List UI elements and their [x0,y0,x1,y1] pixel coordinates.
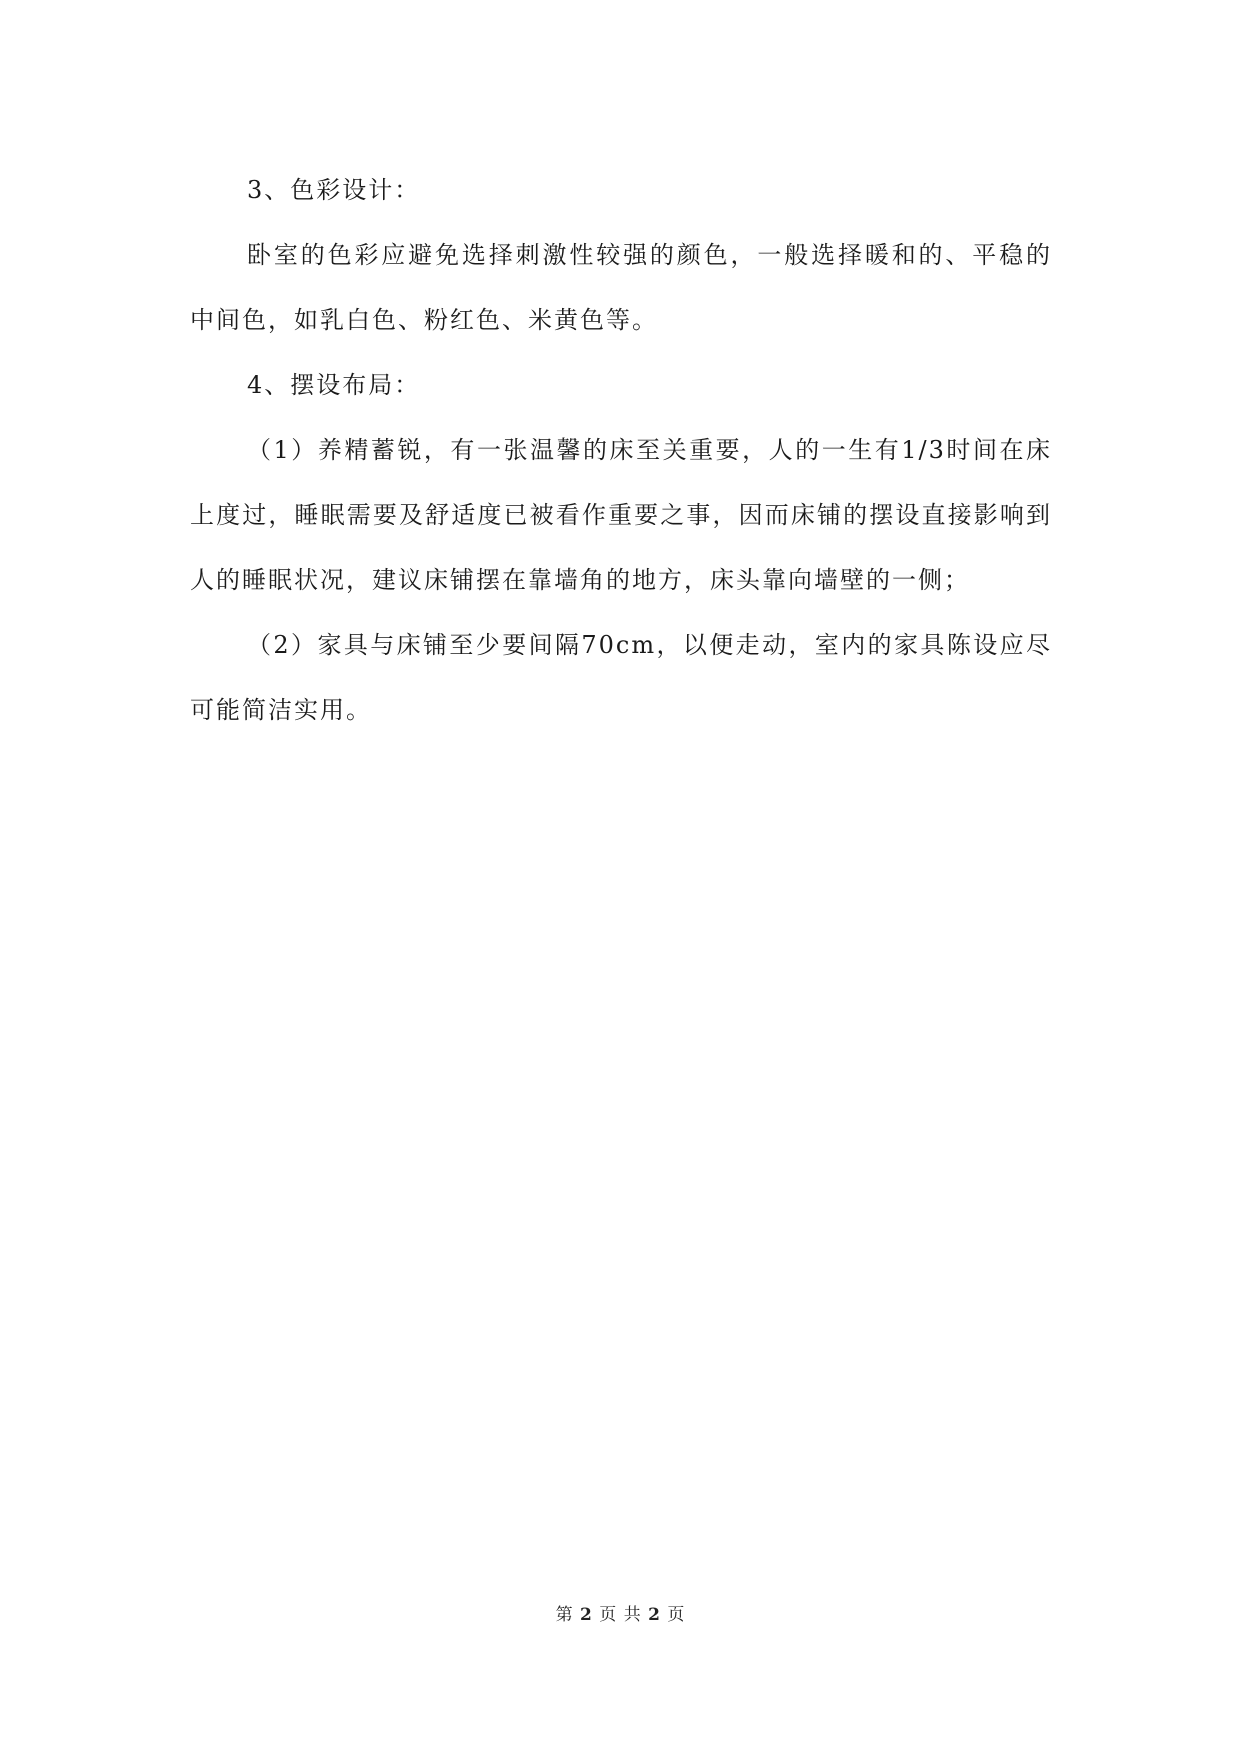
paragraph-color-advice: 卧室的色彩应避免选择刺激性较强的颜色，一般选择暖和的、平稳的中间色，如乳白色、粉红色、米黄色等。 [190,241,1052,334]
document-body [190,158,1052,743]
footer-total-pages: 2 [648,1605,661,1625]
footer-current-page: 2 [580,1605,593,1625]
footer-prefix: 第 [555,1605,574,1625]
paragraph-furniture-spacing: （2）家具与床铺至少要间隔70cm，以便走动，室内的家具陈设应尽可能简洁实用。 [190,631,1052,724]
section-heading-color-design: 3、色彩设计： [247,176,421,204]
page-footer [0,1600,1241,1625]
paragraph-bed-placement: （1）养精蓄锐，有一张温馨的床至关重要，人的一生有1/3时间在床上度过，睡眠需要及舒适度已被看作重要之事，因而床铺的摆设直接影响到人的睡眠状况，建议床铺摆在靠墙角的地方，床头靠向墙壁的一侧； [190,436,1052,594]
section-heading-layout: 4、摆设布局： [247,371,421,399]
footer-middle: 页 共 [599,1605,642,1625]
footer-suffix: 页 [667,1605,686,1625]
